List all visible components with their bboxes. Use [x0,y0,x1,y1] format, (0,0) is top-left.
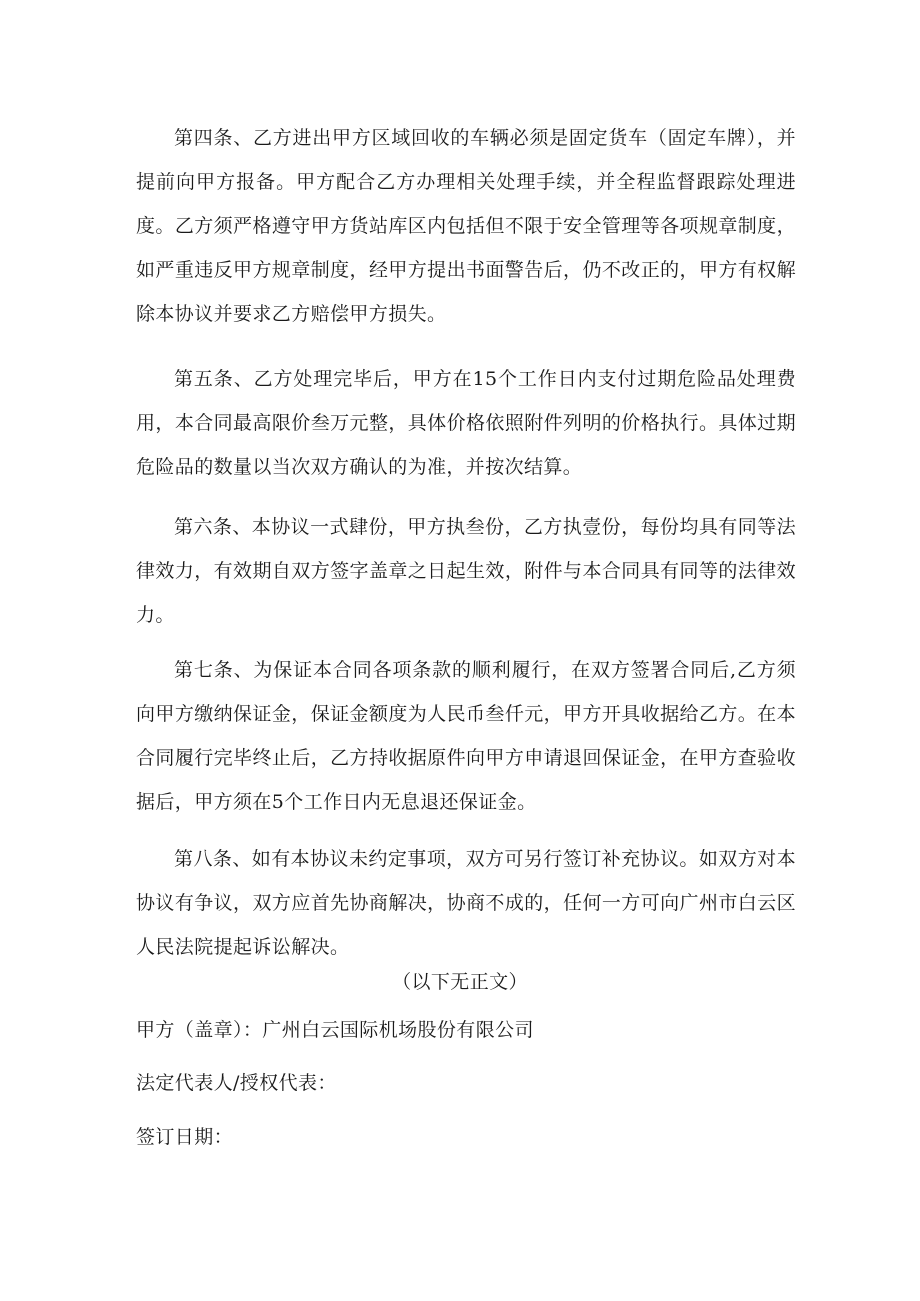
representative-line: 法定代表人/授权代表： [136,1072,337,1094]
article-4-paragraph: 第四条、乙方进出甲方区域回收的车辆必须是固定货车（固定车牌），并提前向甲方报备。甲方配合乙方办理相关处理手续，并全程监督跟踪处理进度。乙方须严格遵守甲方货站库区内包括但不限于安全管理等各项规章制度，如严重违反甲方规章制度，经甲方提出书面警告后，仍不改正的，甲方有权解除本协议并要求乙方赔偿甲方损失。 [136,127,796,325]
party-a-seal-line: 甲方（盖章）：广州白云国际机场股份有限公司 [136,1019,534,1041]
sign-date-line: 签订日期： [136,1126,234,1148]
article-5-paragraph: 第五条、乙方处理完毕后，甲方在15个工作日内支付过期危险品处理费用，本合同最高限价叁万元整，具体价格依照附件列明的价格执行。具体过期危险品的数量以当次双方确认的为准，并按次结算。 [136,368,796,478]
article-7-paragraph: 第七条、为保证本合同各项条款的顺利履行，在双方签署合同后,乙方须向甲方缴纳保证金，保证金额度为人民币叁仟元，甲方开具收据给乙方。在本合同履行完毕终止后，乙方持收据原件向甲方申请退回保证金，在甲方查验收据后，甲方须在5个工作日内无息退还保证金。 [136,659,796,813]
article-8-paragraph: 第八条、如有本协议未约定事项，双方可另行签订补充协议。如双方对本协议有争议，双方应首先协商解决，协商不成的，任何一方可向广州市白云区人民法院提起诉讼解决。 [136,848,796,958]
article-6-paragraph: 第六条、本协议一式肆份，甲方执叁份，乙方执壹份，每份均具有同等法律效力，有效期自双方签字盖章之日起生效，附件与本合同具有同等的法律效力。 [136,516,796,626]
end-of-text-note: （以下无正文） [392,971,528,993]
